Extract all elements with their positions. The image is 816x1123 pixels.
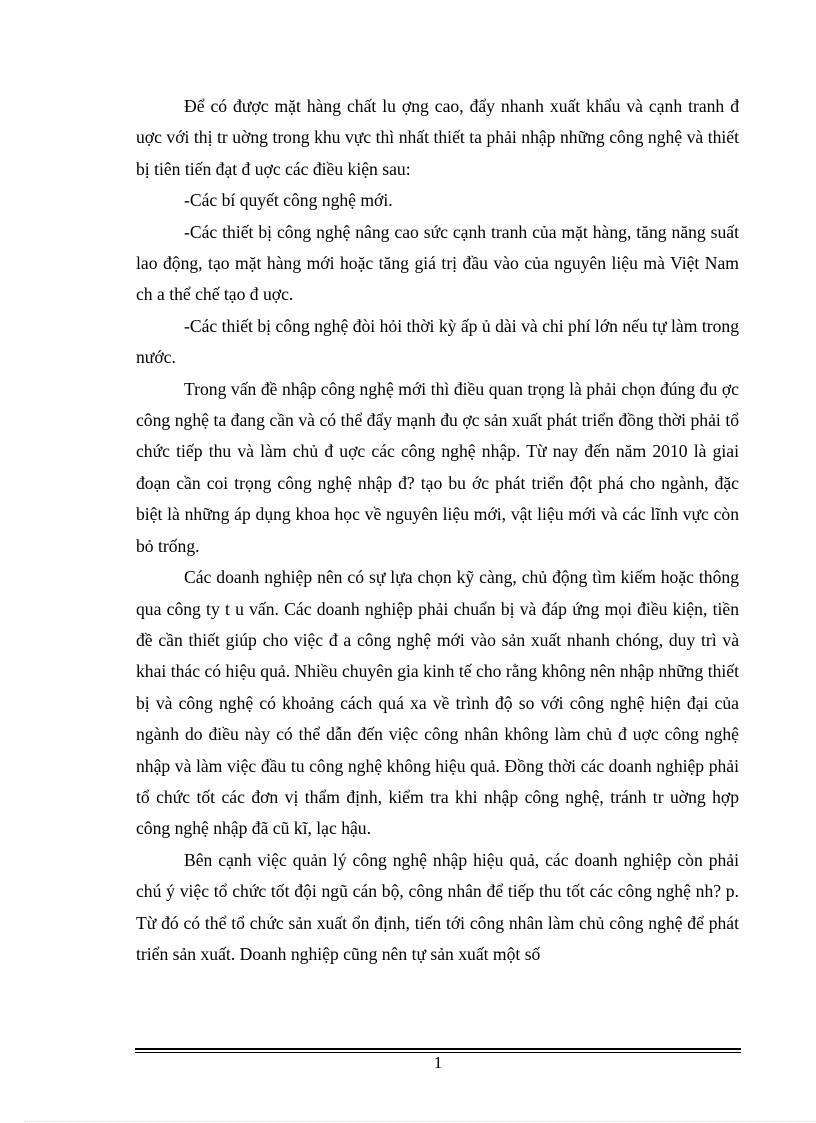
- body-text: [136, 91, 739, 970]
- list-item-know-how: -Các bí quyết công nghệ mới.: [184, 190, 393, 211]
- page-edge-divider: [24, 1121, 816, 1122]
- page-number: 1: [433, 1053, 443, 1072]
- paragraph-intro: Để có được mặt hàng chất lu ợng cao, đẩy nhanh xuất khẩu và cạnh tranh đ uợc với thị tr uờng trong khu vực thì nhất thiết ta phải nhập những công nghệ và thiết bị tiên tiến đạt đ uợc các điều kiện sau:: [136, 96, 739, 179]
- paragraph-technology-selection: Trong vấn đề nhập công nghệ mới thì điều quan trọng là phải chọn đúng đu ợc công nghệ ta đang cần và có thể đẩy mạnh đu ợc sản xuất phát triển đồng thời phải tổ chức tiếp thu và làm chủ đ uợc các công nghệ nhập. Từ nay đến năm 2010 là giai đoạn cần coi trọng công nghệ nhập đ? tạo bu ớc phát triển đột phá cho ngành, đặc biệt là những áp dụng khoa học về nguyên liệu mới, vật liệu mới và các lĩnh vực còn bỏ trống.: [136, 378, 739, 556]
- paragraph-enterprise-choice: Các doanh nghiệp nên có sự lựa chọn kỹ càng, chủ động tìm kiếm hoặc thông qua công ty t u vấn. Các doanh nghiệp phải chuẩn bị và đáp ứng mọi điều kiện, tiền đề cần thiết giúp cho việc đ a công nghệ mới vào sản xuất nhanh chóng, duy trì và khai thác có hiệu quả. Nhiều chuyên gia kinh tế cho rằng không nên nhập những thiết bị và công nghệ có khoảng cách quá xa về trình độ so với công nghệ hiện đại của ngành do điều này có thể dẫn đến việc công nhân không làm chủ đ uợc công nghệ nhập và làm việc đầu tu công nghệ không hiệu quả. Đồng thời các doanh nghiệp phải tổ chức tốt các đơn vị thẩm định, kiểm tra khi nhập công nghệ, tránh tr uờng hợp công nghệ nhập đã cũ kĩ, lạc hậu.: [136, 567, 739, 839]
- paragraph-workforce: Bên cạnh việc quản lý công nghệ nhập hiệu quả, các doanh nghiệp còn phải chú ý việc tổ chức tốt đội ngũ cán bộ, công nhân để tiếp thu tốt các công nghệ nh? p. Từ đó có thể tổ chức sản xuất ổn định, tiến tới công nhân làm chủ công nghệ để phát triển sản xuất. Doanh nghiệp cũng nên tự sản xuất một số: [136, 849, 739, 964]
- list-item-long-incubation-equipment: -Các thiết bị công nghệ đòi hỏi thời kỳ ấp ủ dài và chi phí lớn nếu tự làm trong nước.: [136, 315, 739, 368]
- list-item-competitive-equipment: -Các thiết bị công nghệ nâng cao sức cạnh tranh của mặt hàng, tăng năng suất lao động, tạo mặt hàng mới hoặc tăng giá trị đầu vào của nguyên liệu mà Việt Nam ch a thể chế tạo đ uợc.: [136, 221, 739, 305]
- footer-rule-thick: [135, 1048, 741, 1050]
